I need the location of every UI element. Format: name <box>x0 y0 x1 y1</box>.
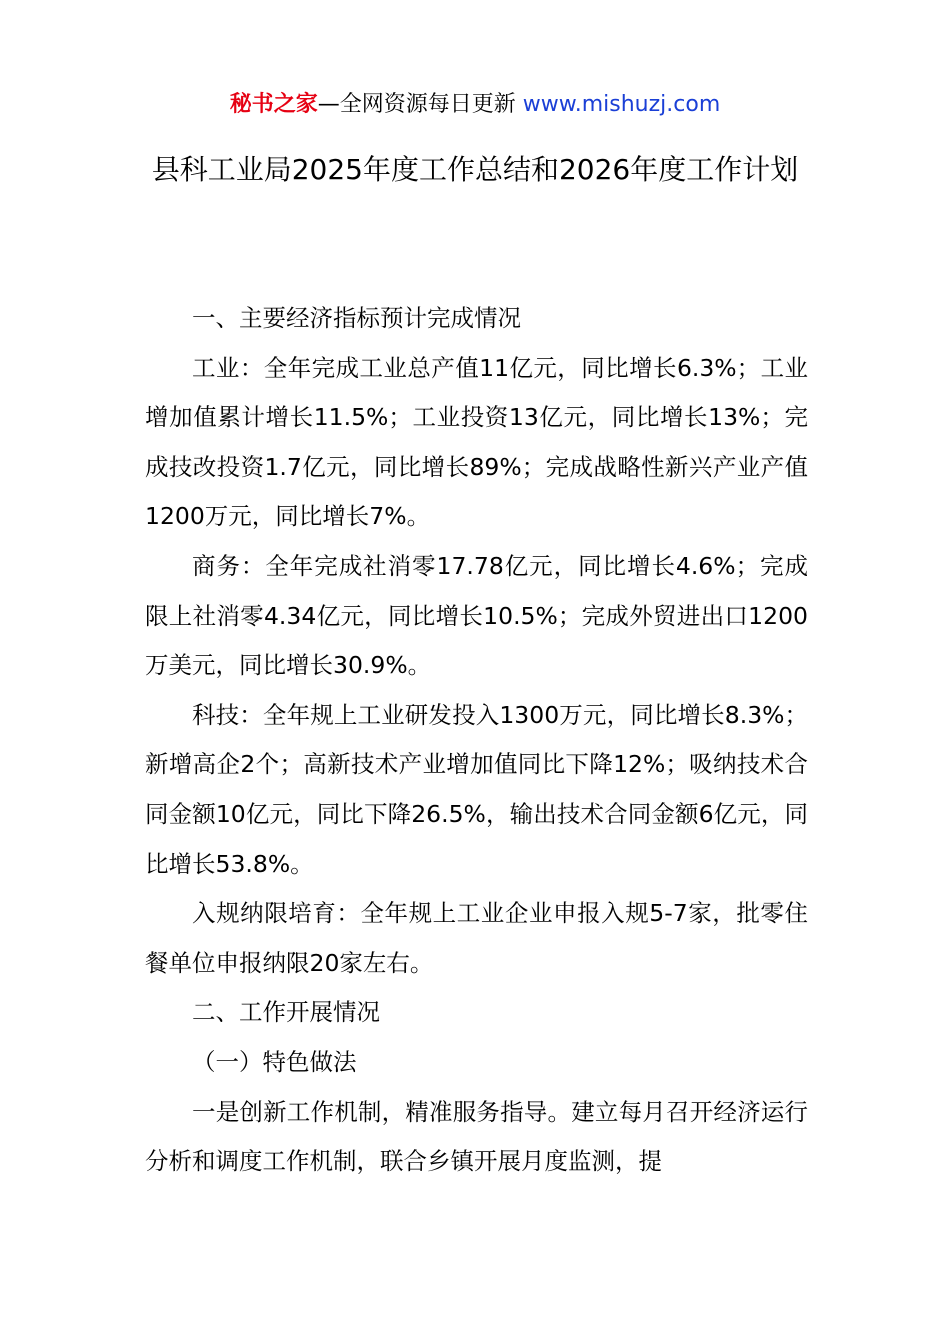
brand-name: 秘书之家 <box>229 92 318 117</box>
section-heading-2: 二、工作开展情况 <box>192 998 380 1027</box>
document-body <box>145 294 808 1187</box>
header-slogan: —全网资源每日更新 <box>317 92 516 117</box>
section-heading-1: 一、主要经济指标预计完成情况 <box>192 304 521 332</box>
watermark-header <box>0 88 950 122</box>
subsection-heading: （一）特色做法 <box>192 1047 357 1076</box>
document-title: 县科工业局2025年度工作总结和2026年度工作计划 <box>151 153 799 186</box>
paragraph-commerce: 商务：全年完成社消零17.78亿元，同比增长4.6%；完成限上社消零4.34亿元，同比增长10.5%；完成外贸进出口1200万美元，同比增长30.9%。 <box>145 551 808 680</box>
site-url[interactable]: www.mishuzj.com <box>522 92 721 117</box>
paragraph-mechanism: 一是创新工作机制，精准服务指导。建立每月召开经济运行分析和调度工作机制，联合乡镇开展月度监测，提 <box>145 1097 808 1176</box>
paragraph-cultivation: 入规纳限培育：全年规上工业企业申报入规5-7家，批零住餐单位申报纳限20家左右。 <box>145 899 808 977</box>
paragraph-technology: 科技：全年规上工业研发投入1300万元，同比增长8.3%；新增高企2个；高新技术产业增加值同比下降12%；吸纳技术合同金额10亿元，同比下降26.5%，输出技术合同金额6亿元，同比增长53.8%。 <box>145 700 808 878</box>
paragraph-industry: 工业：全年完成工业总产值11亿元，同比增长6.3%；工业增加值累计增长11.5%；工业投资13亿元，同比增长13%；完成技改投资1.7亿元，同比增长89%；完成战略性新兴产业产值1200万元，同比增长7%。 <box>145 353 808 531</box>
